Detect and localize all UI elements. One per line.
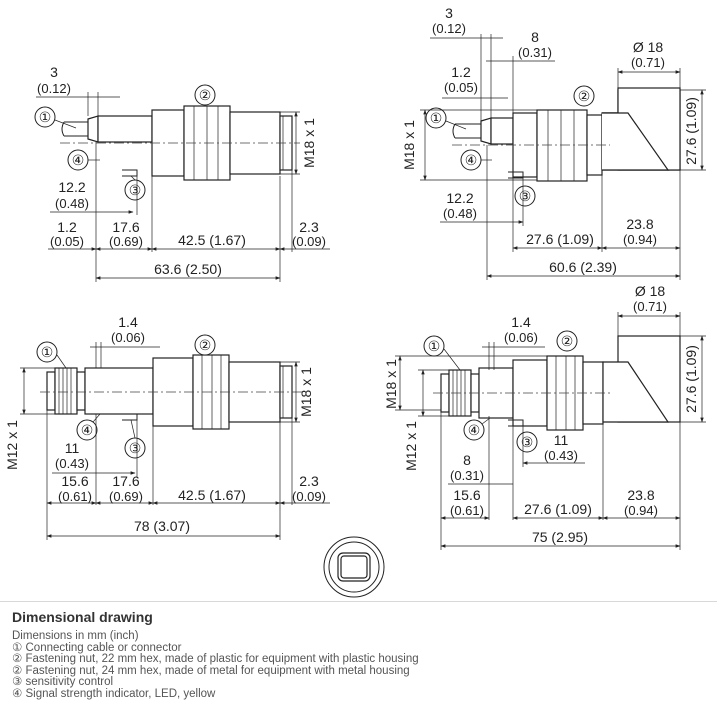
svg-text:(0.43): (0.43) [55, 456, 89, 471]
svg-text:③: ③ [520, 434, 534, 450]
svg-text:(0.09): (0.09) [292, 489, 326, 504]
svg-text:(0.48): (0.48) [55, 196, 89, 211]
svg-text:17.6: 17.6 [112, 473, 140, 489]
svg-text:8: 8 [463, 452, 471, 468]
svg-text:(0.43): (0.43) [544, 448, 578, 463]
svg-text:1.2: 1.2 [57, 219, 77, 235]
svg-text:27.6 (1.09): 27.6 (1.09) [526, 231, 594, 247]
svg-text:27.6 (1.09): 27.6 (1.09) [683, 345, 699, 413]
svg-text:8: 8 [531, 29, 539, 45]
svg-text:11: 11 [553, 432, 569, 448]
svg-text:78 (3.07): 78 (3.07) [133, 518, 191, 534]
legend-item-4: ④ Signal strength indicator, LED, yellow [12, 687, 216, 700]
svg-text:①: ① [40, 344, 54, 360]
callout-4 [68, 150, 88, 170]
svg-text:④: ④ [71, 152, 85, 168]
svg-text:2.3: 2.3 [299, 473, 319, 489]
svg-text:①: ① [429, 110, 443, 126]
svg-text:(0.06): (0.06) [111, 330, 145, 345]
svg-text:17.6: 17.6 [112, 219, 140, 235]
svg-text:③: ③ [128, 440, 142, 456]
svg-text:④: ④ [467, 422, 481, 438]
svg-text:①: ① [38, 109, 52, 125]
svg-text:(0.05): (0.05) [50, 234, 84, 249]
callout-3 [517, 432, 537, 452]
svg-text:1.4: 1.4 [118, 314, 138, 330]
divider [0, 601, 717, 602]
legend-title: Dimensional drawing [12, 609, 153, 625]
nut-end-view [324, 537, 384, 597]
svg-text:11: 11 [64, 440, 80, 456]
callout-1 [37, 342, 57, 362]
svg-text:④: ④ [80, 422, 94, 438]
svg-text:1.4: 1.4 [511, 314, 531, 330]
svg-text:1.2: 1.2 [451, 64, 471, 80]
drawing-straight-connector [4, 314, 330, 540]
svg-text:75 (2.95): 75 (2.95) [531, 529, 589, 545]
svg-text:M12 x 1: M12 x 1 [4, 420, 20, 470]
svg-text:②: ② [198, 337, 212, 353]
svg-text:M18 x 1: M18 x 1 [383, 359, 399, 409]
svg-text:(0.31): (0.31) [450, 468, 484, 483]
callout-2 [195, 335, 215, 355]
svg-text:23.8: 23.8 [627, 487, 655, 503]
svg-text:②: ② [577, 88, 591, 104]
svg-text:(0.05): (0.05) [444, 80, 478, 95]
svg-text:②: ② [560, 333, 574, 349]
svg-text:②: ② [198, 87, 212, 103]
legend-item-3: ③ sensitivity control [12, 676, 114, 689]
svg-text:(0.71): (0.71) [633, 299, 667, 314]
callout-4 [464, 420, 484, 440]
svg-text:①: ① [427, 338, 441, 354]
svg-text:(0.09): (0.09) [292, 234, 326, 249]
callout-4 [77, 420, 97, 440]
drawing-angled-cable [401, 5, 706, 280]
svg-text:Ø 18: Ø 18 [634, 283, 666, 299]
svg-text:Ø 18: Ø 18 [632, 39, 664, 55]
svg-text:③: ③ [518, 188, 532, 204]
svg-text:27.6 (1.09): 27.6 (1.09) [683, 97, 699, 165]
callout-1 [424, 336, 444, 356]
svg-text:M12 x 1: M12 x 1 [403, 421, 419, 471]
svg-text:3: 3 [445, 5, 453, 21]
svg-text:M18 x 1: M18 x 1 [298, 367, 314, 417]
svg-text:42.5 (1.67): 42.5 (1.67) [178, 487, 246, 503]
svg-text:(0.61): (0.61) [450, 503, 484, 518]
legend-item-2-metal: ② Fastening nut, 24 mm hex, made of metal for equipment with metal housing [12, 664, 410, 677]
svg-text:(0.31): (0.31) [518, 45, 552, 60]
svg-text:(0.06): (0.06) [504, 330, 538, 345]
drawing-angled-connector [383, 283, 706, 550]
svg-text:63.6 (2.50): 63.6 (2.50) [154, 261, 222, 277]
callout-1 [35, 107, 55, 127]
svg-text:12.2: 12.2 [446, 190, 474, 206]
svg-text:23.8: 23.8 [626, 216, 654, 232]
svg-text:④: ④ [464, 152, 478, 168]
legend-units: Dimensions in mm (inch) [12, 630, 139, 642]
callout-2 [557, 331, 577, 351]
svg-text:(0.12): (0.12) [37, 81, 71, 96]
callout-1 [426, 108, 446, 128]
svg-text:2.3: 2.3 [299, 219, 319, 235]
callout-3 [125, 438, 145, 458]
svg-text:(0.12): (0.12) [432, 21, 466, 36]
legend-item-2-plastic: ② Fastening nut, 22 mm hex, made of plastic for equipment with plastic housing [12, 653, 419, 666]
callout-3 [125, 180, 145, 200]
svg-text:M18 x 1: M18 x 1 [301, 118, 317, 168]
svg-text:(0.69): (0.69) [109, 234, 143, 249]
svg-text:15.6: 15.6 [61, 473, 89, 489]
svg-text:42.5 (1.67): 42.5 (1.67) [178, 232, 246, 248]
svg-text:(0.61): (0.61) [58, 489, 92, 504]
legend [12, 609, 712, 701]
drawing-straight-cable [35, 64, 330, 282]
svg-text:60.6 (2.39): 60.6 (2.39) [549, 259, 617, 275]
svg-text:27.6 (1.09): 27.6 (1.09) [524, 501, 592, 517]
callout-2 [195, 85, 215, 105]
svg-text:(0.69): (0.69) [109, 489, 143, 504]
svg-text:12.2: 12.2 [58, 179, 86, 195]
svg-text:(0.71): (0.71) [631, 55, 665, 70]
svg-text:(0.48): (0.48) [443, 206, 477, 221]
svg-text:M18 x 1: M18 x 1 [401, 120, 417, 170]
callout-2 [574, 86, 594, 106]
svg-text:(0.94): (0.94) [624, 503, 658, 518]
svg-text:15.6: 15.6 [453, 487, 481, 503]
callout-4 [461, 150, 481, 170]
svg-text:(0.94): (0.94) [623, 232, 657, 247]
callout-3 [515, 186, 535, 206]
svg-text:3: 3 [50, 64, 58, 80]
legend-item-1: ① Connecting cable or connector [12, 641, 182, 654]
svg-text:③: ③ [128, 182, 142, 198]
